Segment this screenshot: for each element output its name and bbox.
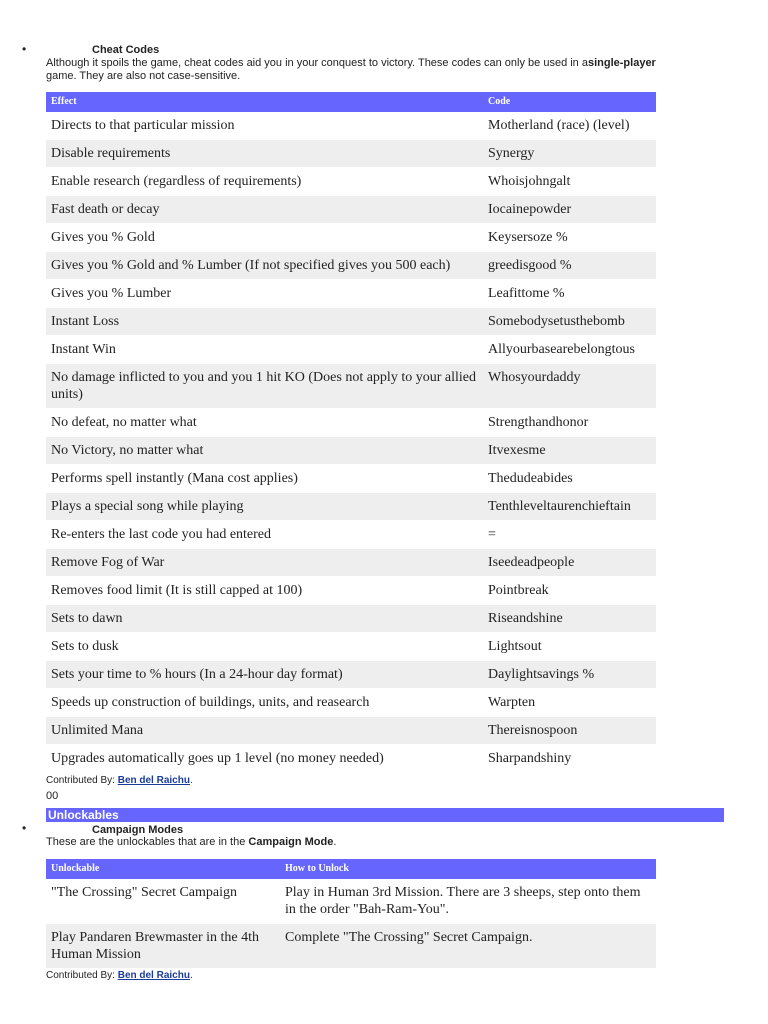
unlockables-table	[46, 859, 656, 969]
table-row	[46, 924, 656, 969]
effect-cell: Upgrades automatically goes up 1 level (no money needed)	[46, 745, 483, 773]
table-row	[46, 364, 656, 409]
effect-cell: Fast death or decay	[46, 196, 483, 224]
code-cell: Lightsout	[483, 633, 656, 661]
contributor-line: Contributed By: Ben del Raichu.	[46, 775, 193, 786]
table-row	[46, 745, 656, 773]
table-row	[46, 112, 656, 140]
table-row	[46, 409, 656, 437]
header-how-to-unlock: How to Unlock	[280, 859, 656, 879]
code-cell: =	[483, 521, 656, 549]
code-cell: Allyourbasearebelongtous	[483, 336, 656, 364]
table-row	[46, 168, 656, 196]
table-row	[46, 689, 656, 717]
code-cell: Riseandshine	[483, 605, 656, 633]
header-code: Code	[483, 92, 656, 112]
code-cell: Iocainepowder	[483, 196, 656, 224]
table-row	[46, 879, 656, 924]
effect-cell: Disable requirements	[46, 140, 483, 168]
effect-cell: Gives you % Gold and % Lumber (If not specified gives you 500 each)	[46, 252, 483, 280]
code-cell: greedisgood %	[483, 252, 656, 280]
section-title-campaign-modes: Campaign Modes	[92, 824, 184, 836]
effect-cell: Instant Loss	[46, 308, 483, 336]
code-cell: Synergy	[483, 140, 656, 168]
table-row	[46, 521, 656, 549]
unlockable-cell: Play Pandaren Brewmaster in the 4th Human Mission	[46, 924, 280, 969]
code-cell: Whoisjohngalt	[483, 168, 656, 196]
table-row	[46, 661, 656, 689]
code-cell: Thedudeabides	[483, 465, 656, 493]
code-cell: Daylightsavings %	[483, 661, 656, 689]
header-unlockable: Unlockable	[46, 859, 280, 879]
table-row	[46, 224, 656, 252]
effect-cell: Re-enters the last code you had entered	[46, 521, 483, 549]
bullet-icon: •	[22, 42, 27, 56]
table-row	[46, 717, 656, 745]
contributor-line: Contributed By: Ben del Raichu.	[46, 970, 193, 981]
table-row	[46, 493, 656, 521]
effect-cell: No Victory, no matter what	[46, 437, 483, 465]
table-row	[46, 140, 656, 168]
effect-cell: Sets to dusk	[46, 633, 483, 661]
effect-cell: Enable research (regardless of requirements)	[46, 168, 483, 196]
unlockable-cell: "The Crossing" Secret Campaign	[46, 879, 280, 924]
how-to-unlock-cell: Play in Human 3rd Mission. There are 3 sheeps, step onto them in the order "Bah-Ram-You".	[280, 879, 656, 924]
table-row	[46, 437, 656, 465]
code-cell: Whosyourdaddy	[483, 364, 656, 409]
table-row	[46, 549, 656, 577]
table-row	[46, 465, 656, 493]
code-cell: Strengthandhonor	[483, 409, 656, 437]
code-cell: Somebodysetusthebomb	[483, 308, 656, 336]
code-cell: Motherland (race) (level)	[483, 112, 656, 140]
code-cell: Iseedeadpeople	[483, 549, 656, 577]
effect-cell: Performs spell instantly (Mana cost applies)	[46, 465, 483, 493]
cheat-codes-table	[46, 92, 656, 773]
table-row	[46, 336, 656, 364]
table-row	[46, 308, 656, 336]
contributor-link[interactable]: Ben del Raichu	[117, 970, 190, 981]
effect-cell: No damage inflicted to you and you 1 hit KO (Does not apply to your allied units)	[46, 364, 483, 409]
effect-cell: Gives you % Gold	[46, 224, 483, 252]
code-cell: Leafittome %	[483, 280, 656, 308]
table-row	[46, 605, 656, 633]
code-cell: Warpten	[483, 689, 656, 717]
unlockables-band: Unlockables	[46, 808, 724, 822]
effect-cell: Speeds up construction of buildings, units, and reasearch	[46, 689, 483, 717]
table-row	[46, 252, 656, 280]
how-to-unlock-cell: Complete "The Crossing" Secret Campaign.	[280, 924, 656, 969]
code-cell: Sharpandshiny	[483, 745, 656, 773]
code-cell: Itvexesme	[483, 437, 656, 465]
effect-cell: Remove Fog of War	[46, 549, 483, 577]
table-row	[46, 280, 656, 308]
bullet-icon: •	[22, 821, 27, 835]
effect-cell: Removes food limit (It is still capped at 100)	[46, 577, 483, 605]
oo-text: 00	[46, 790, 59, 802]
table-header-row	[46, 92, 656, 112]
contributor-link[interactable]: Ben del Raichu	[117, 775, 190, 786]
code-cell: Pointbreak	[483, 577, 656, 605]
effect-cell: Unlimited Mana	[46, 717, 483, 745]
table-row	[46, 196, 656, 224]
effect-cell: Sets to dawn	[46, 605, 483, 633]
effect-cell: Plays a special song while playing	[46, 493, 483, 521]
cheat-intro: Although it spoils the game, cheat codes aid you in your conquest to victory. These codes can only be used in asingle-player game. They are also not case-sensitive.	[46, 57, 656, 82]
effect-cell: Directs to that particular mission	[46, 112, 483, 140]
header-effect: Effect	[46, 92, 483, 112]
section-title-cheat-codes: Cheat Codes	[92, 44, 160, 56]
code-cell: Thereisnospoon	[483, 717, 656, 745]
code-cell: Keysersoze %	[483, 224, 656, 252]
effect-cell: Instant Win	[46, 336, 483, 364]
code-cell: Tenthleveltaurenchieftain	[483, 493, 656, 521]
table-header-row	[46, 859, 656, 879]
effect-cell: No defeat, no matter what	[46, 409, 483, 437]
effect-cell: Gives you % Lumber	[46, 280, 483, 308]
table-row	[46, 633, 656, 661]
table-row	[46, 577, 656, 605]
campaign-intro: These are the unlockables that are in the Campaign Mode.	[46, 836, 337, 848]
effect-cell: Sets your time to % hours (In a 24-hour day format)	[46, 661, 483, 689]
